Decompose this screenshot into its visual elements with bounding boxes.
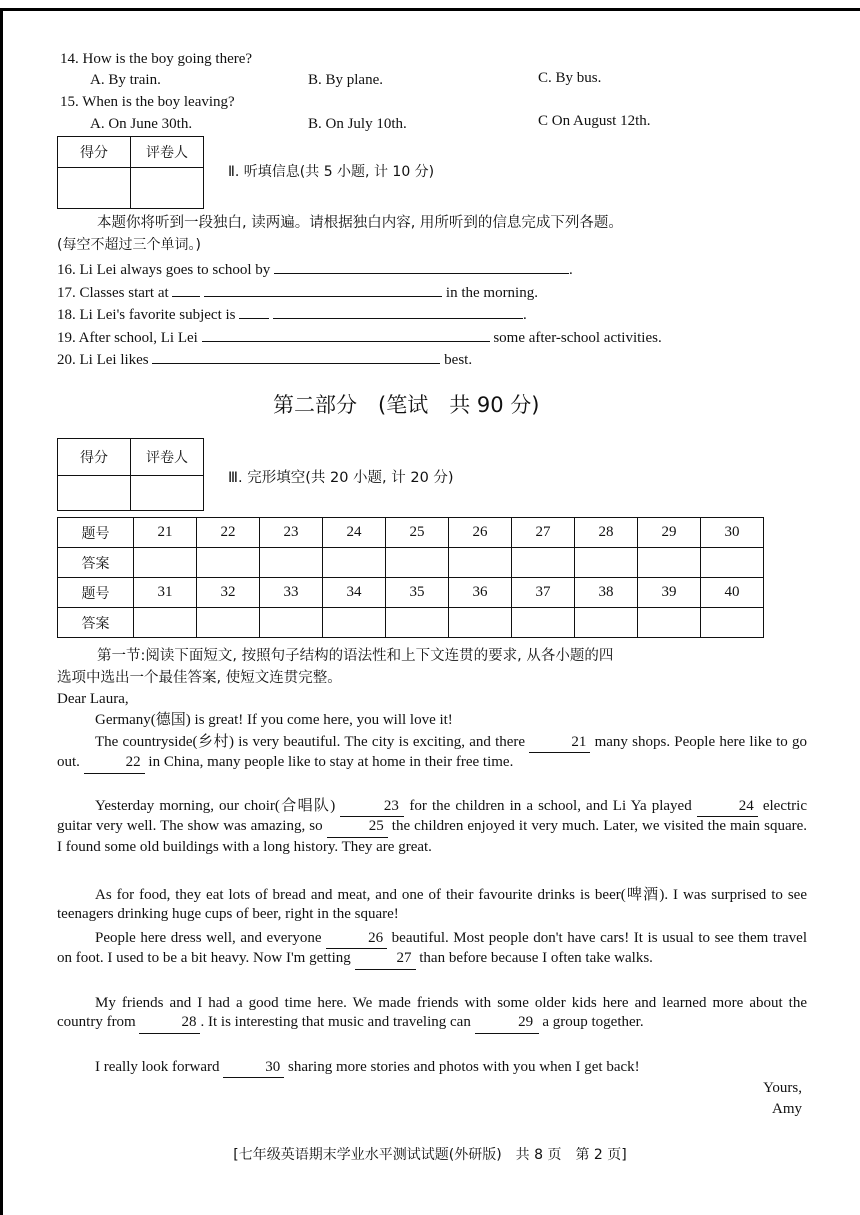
question-number-cell: 30 (701, 518, 764, 548)
page-border-left (0, 8, 3, 1215)
page-border-top (0, 8, 860, 11)
question-number-cell: 38 (575, 578, 638, 608)
answer-cell[interactable] (512, 548, 575, 578)
letter-paragraph-2 (57, 733, 807, 774)
question-number-cell: 24 (323, 518, 386, 548)
score-box-section-2 (57, 136, 204, 209)
answer-cell[interactable] (449, 548, 512, 578)
question-20 (57, 349, 472, 369)
question-18: 18. Li Lei's favorite subject is . (57, 304, 527, 324)
letter-paragraph-3 (57, 797, 807, 857)
answer-cell[interactable] (638, 608, 701, 638)
letter-greeting: Dear Laura, (57, 691, 129, 707)
answer-cell[interactable] (638, 548, 701, 578)
grader-cell (131, 476, 204, 511)
p5-text-3: than before because I often take walks. (419, 950, 653, 967)
cloze-blank-28[interactable]: 28 (139, 1013, 200, 1033)
question-number-cell: 25 (386, 518, 449, 548)
question-14: 14. How is the boy going there? (60, 51, 253, 67)
row-label-question-number: 题号 (58, 578, 134, 608)
answer-cell[interactable] (386, 608, 449, 638)
q18-text: 18. Li Lei's favorite subject is (57, 307, 236, 323)
q17-blank-2[interactable] (204, 282, 442, 297)
letter-paragraph-1: Germany(德国) is great! If you come here, you will love it! (95, 712, 453, 728)
cloze-blank-22[interactable]: 22 (84, 753, 145, 773)
cloze-blank-26[interactable]: 26 (326, 929, 387, 949)
question-number-cell: 36 (449, 578, 512, 608)
p6-text-3: a group together. (542, 1014, 644, 1031)
section-2-instruction: 本题你将听到一段独白, 读两遍。请根据独白内容, 用所听到的信息完成下列各题。 (97, 215, 623, 231)
p6-text-2: . It is interesting that music and traveling can (200, 1014, 471, 1031)
score-box-section-3 (57, 438, 204, 511)
p2-text-1: The countryside(乡村) is very beautiful. The city is exciting, and there (95, 734, 526, 750)
question-number-cell: 28 (575, 518, 638, 548)
answer-grid (57, 517, 764, 638)
letter-paragraph-4: As for food, they eat lots of bread and meat, and one of their favourite drinks is beer(啤酒). I was surprised to see teenagers drinking huge cups of beer, right in the square! (57, 887, 807, 923)
q20-blank[interactable] (152, 349, 440, 364)
q17-text-a: 17. Classes start at (57, 285, 169, 301)
score-cell (58, 168, 131, 209)
cloze-blank-24[interactable]: 24 (697, 797, 758, 817)
section-2-note: (每空不超过三个单词。) (57, 237, 201, 253)
passage-instruction-2: 选项中选出一个最佳答案, 使短文连贯完整。 (57, 670, 342, 686)
q17-blank-1[interactable] (172, 282, 200, 297)
answer-cell[interactable] (197, 608, 260, 638)
q16-blank[interactable] (274, 259, 569, 274)
part-2-heading: 第二部分 (笔试 共 90 分) (273, 393, 540, 417)
p7-text-1: I really look forward (95, 1059, 220, 1075)
question-number-cell: 21 (134, 518, 197, 548)
q16-text: 16. Li Lei always goes to school by (57, 262, 271, 278)
row-label-answer: 答案 (58, 608, 134, 638)
grader-label: 评卷人 (131, 137, 204, 168)
question-16: 16. Li Lei always goes to school by . (57, 259, 573, 279)
cloze-blank-25[interactable]: 25 (327, 817, 388, 837)
page-footer: [七年级英语期末学业水平测试试题(外研版) 共 8 页 第 2 页] (233, 1147, 627, 1163)
q18-blank-1[interactable] (239, 304, 269, 319)
answer-grid-numbers-row-2 (58, 578, 764, 608)
letter-paragraph-7 (57, 1058, 807, 1078)
answer-cell[interactable] (260, 548, 323, 578)
q17-text-b: in the morning. (445, 285, 538, 301)
q14-option-c: C. By bus. (538, 70, 602, 86)
row-label-answer: 答案 (58, 548, 134, 578)
answer-grid-answers-row-2 (58, 608, 764, 638)
p5-text-2: beautiful. Most people don't have cars! It is usual to see them travel on foot. I used to be a bit heavy. Now I'm getting (57, 930, 808, 967)
q15-option-a: A. On June 30th. (90, 116, 193, 132)
row-label-question-number: 题号 (58, 518, 134, 548)
grader-label: 评卷人 (131, 439, 204, 476)
answer-cell[interactable] (701, 608, 764, 638)
p6-text-1: My friends and I had a good time here. We made friends with some older kids here and learned more about the country from (57, 995, 807, 1031)
section-2-title: Ⅱ. 听填信息(共 5 小题, 计 10 分) (228, 164, 435, 180)
question-number-cell: 22 (197, 518, 260, 548)
p2-text-2: many shops. People here like to go out. (57, 734, 808, 771)
question-17 (57, 282, 538, 302)
answer-cell[interactable] (134, 548, 197, 578)
p3-text-1: Yesterday morning, our choir(合唱队) (95, 798, 336, 814)
q14-option-b: B. By plane. (308, 72, 383, 88)
q15-option-c: C On August 12th. (538, 113, 651, 129)
cloze-blank-29[interactable]: 29 (475, 1013, 539, 1033)
q20-text-b: best. (444, 352, 473, 368)
answer-cell[interactable] (701, 548, 764, 578)
answer-cell[interactable] (323, 548, 386, 578)
answer-grid-numbers-row-1 (58, 518, 764, 548)
cloze-blank-30[interactable]: 30 (223, 1058, 284, 1078)
q19-text-a: 19. After school, Li Lei (57, 330, 198, 346)
grader-cell (131, 168, 204, 209)
q19-blank[interactable] (202, 327, 490, 342)
answer-cell[interactable] (575, 608, 638, 638)
answer-cell[interactable] (386, 548, 449, 578)
question-number-cell: 34 (323, 578, 386, 608)
question-number-cell: 27 (512, 518, 575, 548)
answer-cell[interactable] (134, 608, 197, 638)
q19-text-b: some after-school activities. (493, 330, 662, 346)
question-number-cell: 31 (134, 578, 197, 608)
cloze-blank-21[interactable]: 21 (529, 733, 590, 753)
p3-text-4: the children enjoyed it very much. Later, we visited the main square. I found some old buildings with a long history. They are great. (57, 818, 808, 855)
answer-cell[interactable] (512, 608, 575, 638)
p7-text-2: sharing more stories and photos with you when I get back! (288, 1059, 640, 1075)
question-number-cell: 35 (386, 578, 449, 608)
answer-cell[interactable] (449, 608, 512, 638)
cloze-blank-23[interactable]: 23 (340, 797, 404, 817)
question-19 (57, 327, 662, 347)
question-number-cell: 23 (260, 518, 323, 548)
score-label: 得分 (58, 137, 131, 168)
q20-text-a: 20. Li Lei likes (57, 352, 149, 368)
question-15: 15. When is the boy leaving? (60, 94, 235, 110)
question-number-cell: 40 (701, 578, 764, 608)
question-number-cell: 26 (449, 518, 512, 548)
question-number-cell: 32 (197, 578, 260, 608)
answer-grid-answers-row-1 (58, 548, 764, 578)
answer-cell[interactable] (197, 548, 260, 578)
p3-text-2: for the children in a school, and Li Ya played (409, 798, 692, 814)
score-label: 得分 (58, 439, 131, 476)
q15-option-b: B. On July 10th. (308, 116, 407, 132)
q18-blank-2[interactable] (273, 304, 523, 319)
question-number-cell: 33 (260, 578, 323, 608)
question-number-cell: 29 (638, 518, 701, 548)
q14-option-a: A. By train. (90, 72, 161, 88)
answer-cell[interactable] (260, 608, 323, 638)
answer-cell[interactable] (323, 608, 386, 638)
p2-text-3: in China, many people like to stay at home in their free time. (148, 754, 514, 771)
letter-signature: Amy (772, 1101, 802, 1117)
passage-instruction-1: 第一节:阅读下面短文, 按照句子结构的语法性和上下文连贯的要求, 从各小题的四 (97, 648, 614, 664)
answer-cell[interactable] (575, 548, 638, 578)
question-number-cell: 37 (512, 578, 575, 608)
p3-text-3: electric guitar very well. The show was amazing, so (57, 798, 807, 835)
letter-paragraph-5 (57, 929, 807, 970)
section-3-title: Ⅲ. 完形填空(共 20 小题, 计 20 分) (228, 470, 454, 486)
question-number-cell: 39 (638, 578, 701, 608)
score-cell (58, 476, 131, 511)
letter-closing: Yours, (763, 1080, 802, 1096)
p5-text-1: People here dress well, and everyone (95, 930, 322, 946)
letter-paragraph-6 (57, 994, 807, 1034)
cloze-blank-27[interactable]: 27 (355, 949, 416, 969)
